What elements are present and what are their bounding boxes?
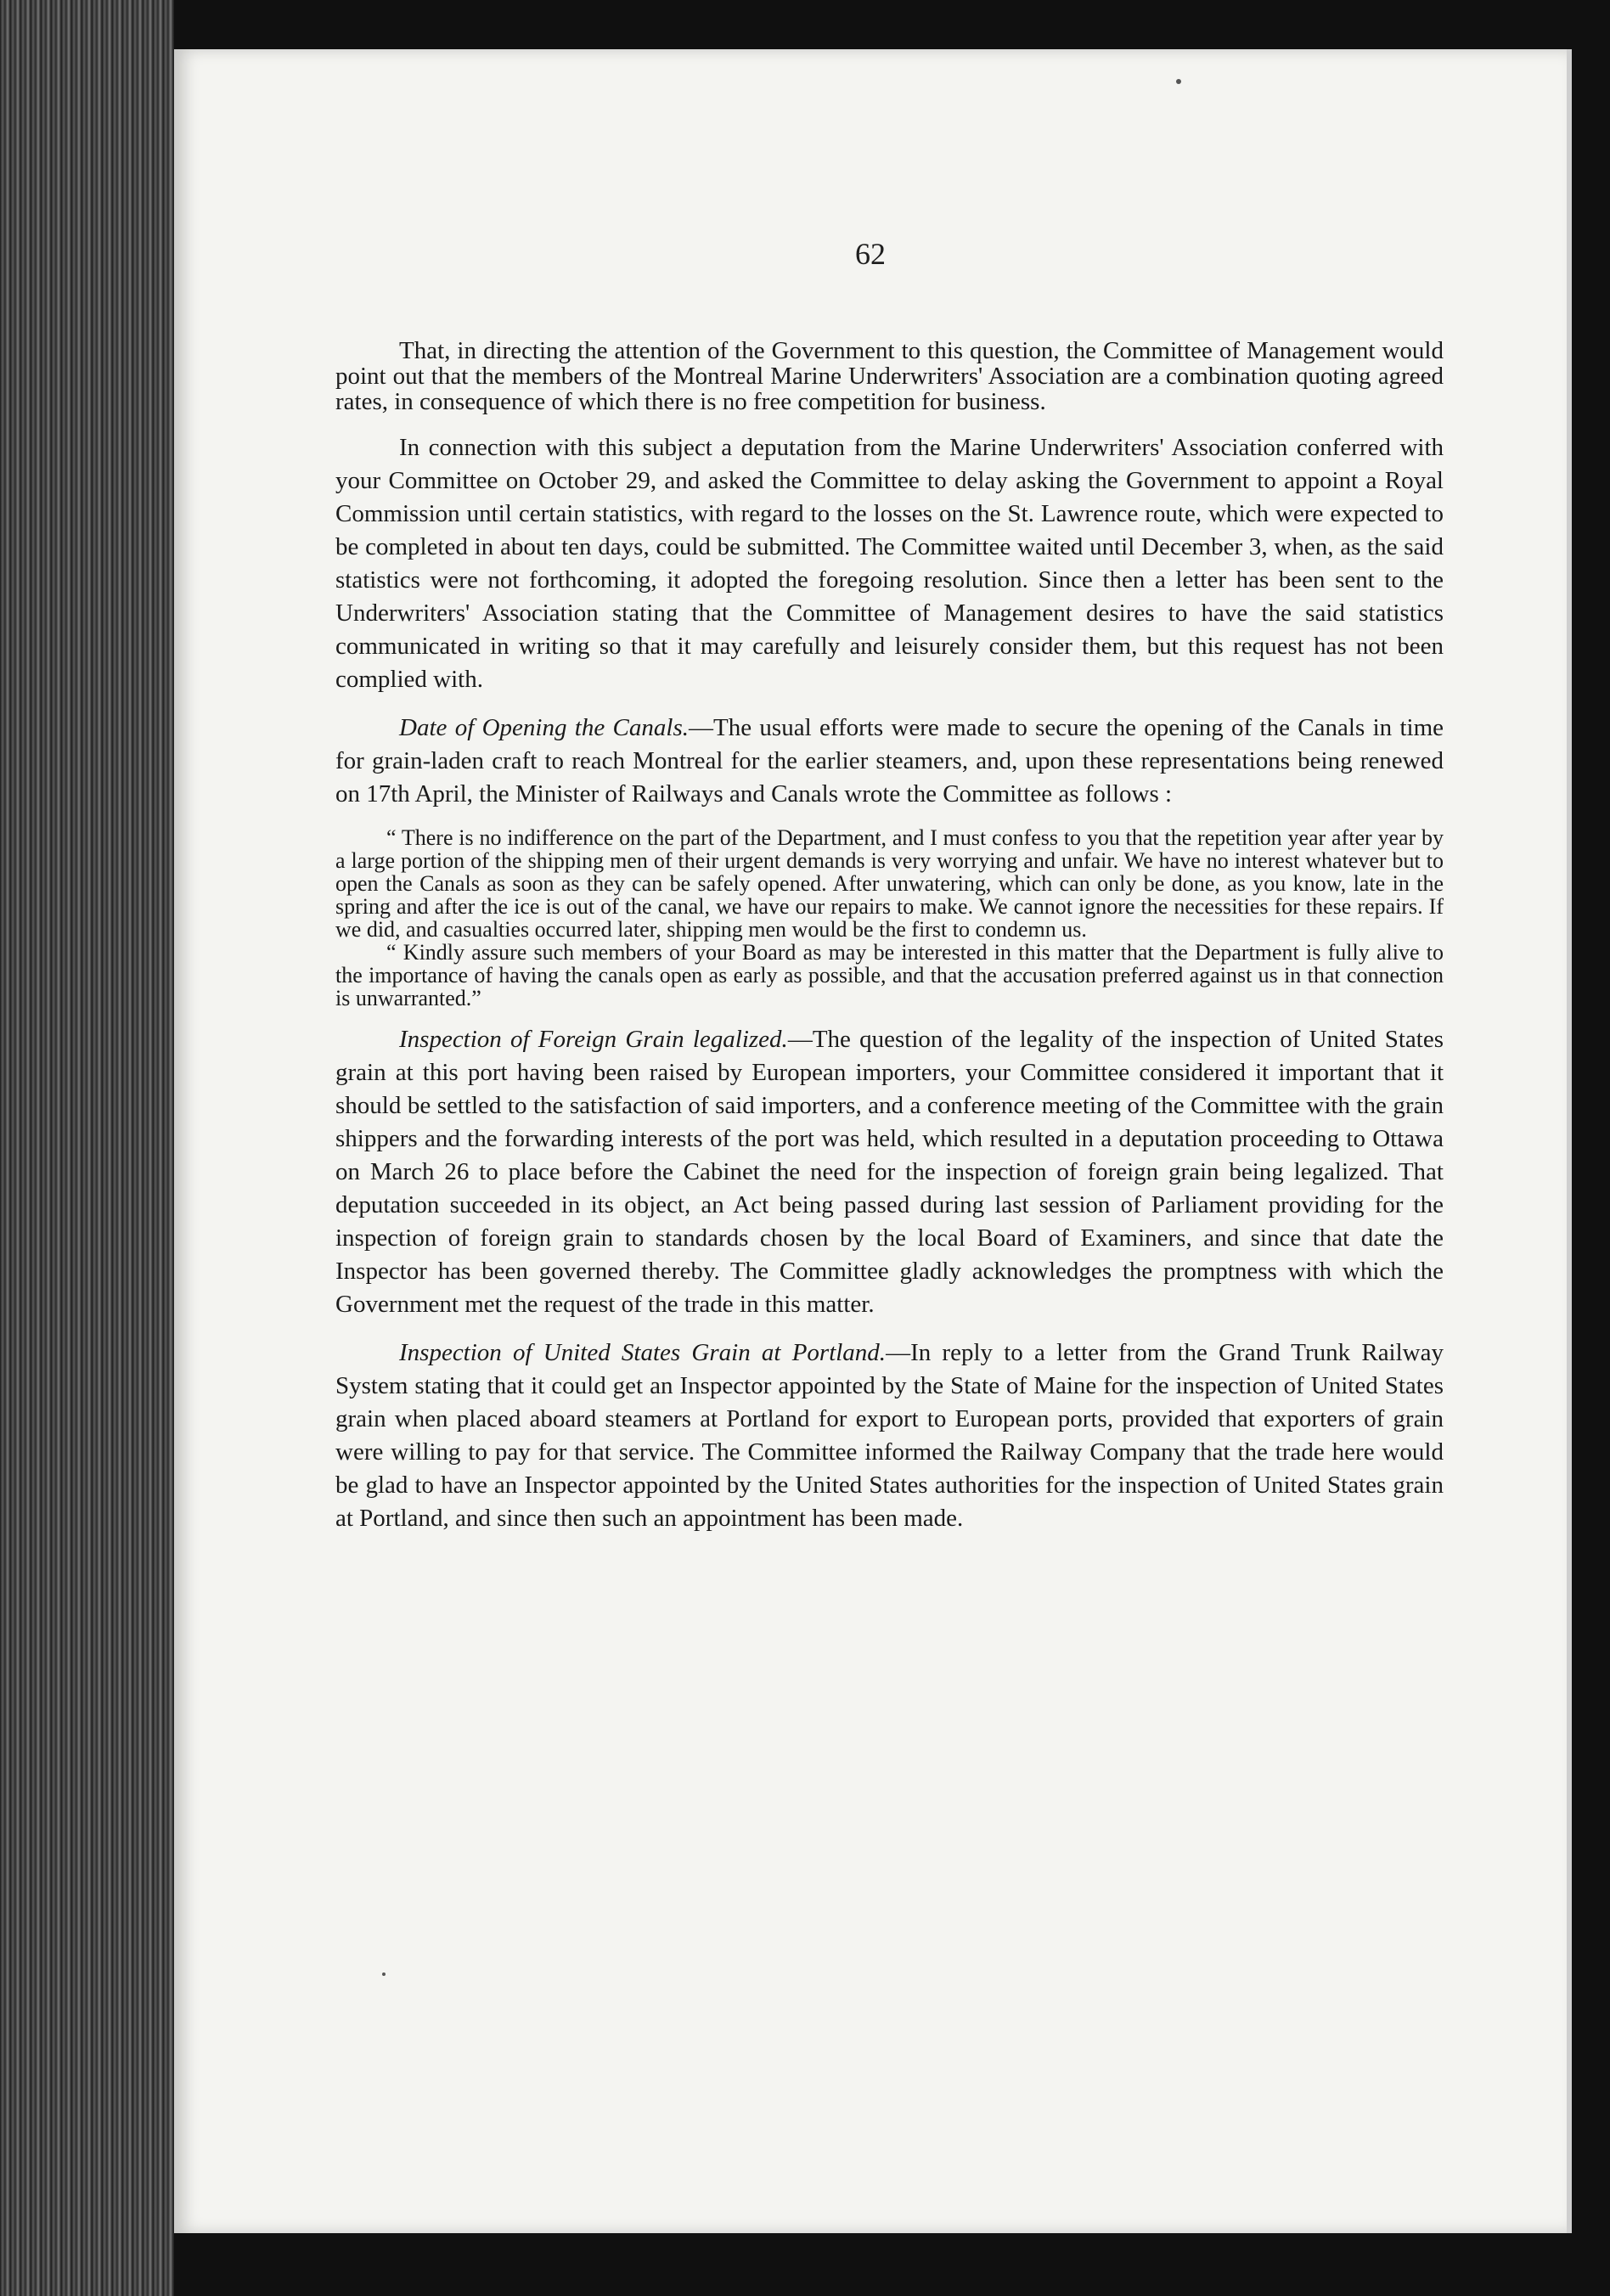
paragraph-opening-canals (335, 712, 1444, 811)
paragraph-deputation (335, 431, 1444, 696)
quote-paragraph: “ There is no indifference on the part of the Department, and I must confess to you that the repetition year after year by a large portion of the shipping men of their urgent demands is very worrying and unfair. We have no interest whatever but to open the Canals as soon as they can be safely opened. After unwatering, which can only be done, as you know, late in the spring and after the ice is out of the canal, we have our repairs to make. We cannot ignore the necessities for these repairs. If we did, and casualties occurred later, shipping men would be the first to condemn us. (335, 825, 1444, 942)
book-page-edges (0, 0, 174, 2296)
ink-speck (382, 1972, 386, 1976)
section-heading: Inspection of United States Grain at Portland. (399, 1339, 887, 1366)
section-heading: Inspection of Foreign Grain legalized. (399, 1026, 788, 1053)
paragraph-foreign-grain (335, 1023, 1444, 1321)
page-number: 62 (855, 237, 886, 271)
paragraph-text: —The usual efforts were made to secure the opening of the Canals in time for grain-laden craft to reach Montreal for the earlier steamers, and, upon these representations being renewed on 17th April, the Minister of Railways and Canals wrote the Committee as follows : (335, 714, 1444, 808)
paragraph-text: —In reply to a letter from the Grand Trunk Railway System stating that it could get an Inspector appointed by the State of Maine for the inspection of United States grain when placed aboard steamers at Portland for export to European ports, provided that exporters of grain were willing to pay for that service. The Committee informed the Railway Company that the trade here would be glad to have an Inspector appointed by the United States authorities for the inspection of United States grain at Portland, and since then such an appointment has been made. (335, 1339, 1444, 1532)
paragraph-text: That, in directing the attention of the Government to this question, the Committee of Management would point out that the members of the Montreal Marine Underwriters' Association are a combination quoting agreed rates, in consequence of which there is no free competition for business. (335, 337, 1444, 415)
paragraph-management-note (335, 338, 1444, 414)
book-page (174, 49, 1567, 2233)
paragraph-text: —The question of the legality of the inspection of United States grain at this port having been raised by European importers, your Committee considered it important that it should be settled to the satisfaction of said importers, and a conference meeting of the Committee with the grain shippers and the forwarding interests of the port was held, which resulted in a deputation proceeding to Ottawa on March 26 to place before the Cabinet the need for the inspection of foreign grain being legalized. That deputation succeeded in its object, an Act being passed during last session of Parliament providing for the inspection of foreign grain to standards chosen by the local Board of Examiners, and since that date the Inspector has been governed thereby. The Committee gladly acknowledges the promptness with which the Government met the request of the trade in this matter. (335, 1026, 1444, 1318)
quote-paragraph: “ Kindly assure such members of your Board as may be interested in this matter that the Department is fully alive to the importance of having the canals open as early as possible, and that the accusation preferred against us in that connection is unwarranted.” (335, 940, 1444, 1010)
page-right-edge (1567, 49, 1572, 2233)
ink-speck (1176, 79, 1181, 84)
paragraph-portland-grain (335, 1337, 1444, 1535)
page-body (335, 338, 1444, 1550)
minister-letter-quote (335, 826, 1444, 1010)
paragraph-text: In connection with this subject a deputation from the Marine Underwriters' Association conferred with your Committee on October 29, and asked the Committee to delay asking the Government to appoint a Royal Commission until certain statistics, with regard to the losses on the St. Lawrence route, which were expected to be completed in about ten days, could be submitted. The Committee waited until December 3, when, as the said statistics were not forthcoming, it adopted the foregoing resolution. Since then a letter has been sent to the Underwriters' Association stating that the Committee of Management desires to have the said statistics communicated in writing so that it may carefully and leisurely consider them, but this request has not been complied with. (335, 434, 1444, 693)
section-heading: Date of Opening the Canals. (399, 714, 689, 741)
